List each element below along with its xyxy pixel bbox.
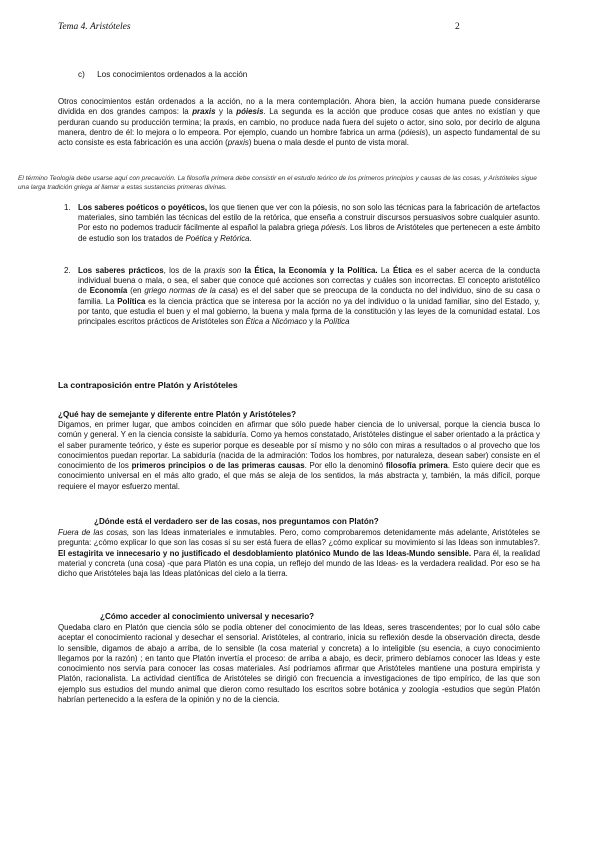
section-title-platon-aristoteles: La contraposición entre Platón y Aristóteles [58, 380, 238, 390]
section-c-title: Los conocimientos ordenados a la acción [97, 70, 248, 79]
list-item-poetic-knowledge: 1. Los saberes poéticos o poyéticos, los que tienen que ver con la póiesis, no son solo las técnicas para la fabricación de artefactos materiales, sino también las técnicas del estilo de la retórica, que enseña a construir discursos persuasivos sobre cualquier asunto. Por esto no podemos traducir fácilmente al español la palabra griega póiesis. Los libros de Aristóteles que pertenecen a este ámbito de estudio son los tratados de Poética y Retórica. [64, 203, 540, 243]
footnote-theology: El término Teología debe usarse aquí con precaución. La filosofía primera debe consistir en el estudio teórico de los primeros principios y causas de las cosas, y Aristóteles sigue una larga tradición griega al llamar a estas sustancias primeras divinas. [18, 175, 537, 191]
list-number: 2. [64, 266, 71, 275]
paragraph-universal-knowledge: Quedaba claro en Platón que ciencia sólo se podía obtener del conocimiento de las Ideas, seres trascendentes; por lo cual sólo cabe aceptar el conocimiento racional y desechar el sensorial. Aristóteles, al contrario, inicia su reflexión desde la observación directa, desde lo sensible, digamos de abajo a arriba, de lo sensible (la cosa material y concreta) a lo inteligible (su esencia, a cuyo conocimiento llegamos por la razón) ; en tanto que Platón invertía el proceso: de arriba a abajo, es decir, primero debíamos conocer las Ideas y este conocimiento nos servía para conocer las cosas materiales. Así podríamos afirmar que Aristóteles mantiene una postura empirista y Platón, racionalista. La actividad científica de Aristóteles se dirigió con frecuencia a investigaciones de tipo empírico, de las que son ejemplo sus estudios del mundo animal que dieron como resultado los escritos sobre botánica y zoología -estudios que según Platón habrían pertenecido a la esfera de la opinión y no de la ciencia. [58, 623, 540, 705]
paragraph-similarities: Digamos, en primer lugar, que ambos coinciden en afirmar que sólo puede haber ciencia de lo universal, porque la ciencia busca lo común y general. Y en la ciencia consiste la sabiduría. Como ya hemos constatado, Aristóteles distingue el saber orientado a la práctica y el saber puramente teórico, y éste es superior porque es deseable por sí mismo y no sólo con miras a resultados o al provecho que los conocimientos puedan reportar. La sabiduría (nacida de la admiración: Todos los hombres, por naturaleza, desean saber) consiste en el conocimiento de los primeros principios o de las primeras causas. Por ello la denominó filosofía primera. Esto quiere decir que es conocimiento universal en el más alto grado, el que más se aleja de los sentidos, la más abstracta y, también, la más difícil, porque requiere el mayor esfuerzo mental. [58, 420, 541, 491]
list-number: 1. [64, 203, 71, 212]
section-c-heading [78, 70, 247, 79]
intro-paragraph: Otros conocimientos están ordenados a la acción, no a la mera contemplación. Ahora bien, la acción humana puede considerarse dividida en dos grandes campos: la praxis y la póiesis. La segunda es la acción que produce cosas que antes no existían y que perduran cuando su producción termina; la praxis, en cambio, no produce nada fuera del sujeto o actor, sino solo, por decirlo de alguna manera, dentro de él: lo mejora o lo empeora. Por ejemplo, cuando un hombre fabrica un arma (póiesis), un aspecto fundamental de su acto consiste es esta fabricación es una acción (praxis) buena o mala desde el punto de vista moral. [58, 97, 540, 148]
paragraph-true-being: Fuera de las cosas, son las Ideas inmateriales e inmutables. Pero, como comprobaremos detenidamente más adelante, Aristóteles se pregunta: ¿cómo explicar lo que son las cosas si su ser está fuera de ellas? ¿cómo explicar su movimiento si las Ideas son inmutables?. El estagirita ve innecesario y no justificado el desdoblamiento platónico Mundo de las Ideas-Mundo sensible. Para él, la realidad material y concreta (una cosa) -que para Platón es una copia, un reflejo del mundo de las Ideas- es la verdadera realidad. Por eso se ha dicho que Aristóteles baja las Ideas platónicas del cielo a la tierra. [58, 528, 540, 579]
list-item-practical-knowledge: 2. Los saberes prácticos, los de la praxis son la Ética, la Economía y la Política. La Ética es el saber acerca de la conducta individual buena o mala, o sea, el saber que conoce qué acciones son correctas y cuáles son incorrectas. El concepto aristotélico de Economía (en griego normas de la casa) es el del saber que se preocupa de la conducta no del individuo, sino de su casa o familia. La Política es la ciencia práctica que se interesa por la acción no ya del individuo o la unidad familiar, sino del Estado, y, por tanto, que estudia el buen y el mal gobierno, la buena y mala fprma de la constitución y las leyes de la comunidad estatal. Los principales escritos prácticos de Aristóteles son Ética a Nicómaco y la Política [64, 266, 540, 327]
question-heading-3: ¿Cómo acceder al conocimiento universal y necesario? [100, 612, 315, 621]
page-number: 2 [455, 22, 460, 32]
question-heading-1: ¿Qué hay de semejante y diferente entre Platón y Aristóteles? [58, 410, 297, 419]
section-c-label: c) [78, 70, 85, 79]
question-heading-2: ¿Dónde está el verdadero ser de las cosas, nos preguntamos con Platón? [94, 517, 379, 526]
running-header: Tema 4. Aristóteles [58, 22, 131, 32]
